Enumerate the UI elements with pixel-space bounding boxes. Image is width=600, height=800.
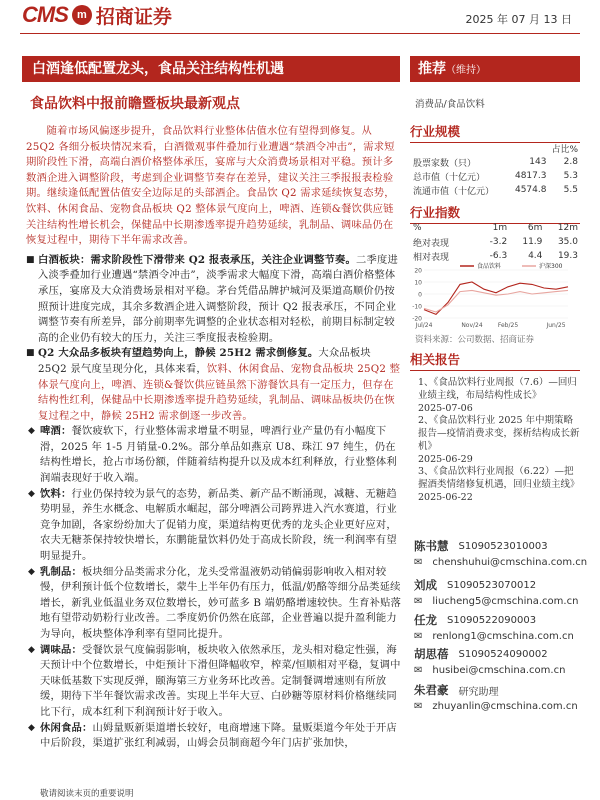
bullet-dazhong	[26, 346, 402, 424]
mail-icon: ✉	[414, 595, 423, 607]
main-column	[26, 124, 402, 752]
x-tick-label: Feb/25	[497, 322, 519, 329]
y-tick-label: 0	[418, 291, 422, 299]
report-date-item: 2025-06-22	[418, 492, 473, 503]
index-col-header: %	[413, 223, 422, 233]
scale-row-pct: 5.3	[563, 171, 578, 181]
logo-en: CMS	[22, 2, 68, 27]
report-date-item: 2025-07-06	[418, 403, 473, 414]
related-report-title	[418, 465, 580, 491]
analyst-email[interactable]: renlong1@cmschina.com.cn	[432, 630, 574, 642]
analyst-name: 刘成	[414, 578, 437, 592]
analyst-email[interactable]: zhuyanlin@cmschina.com.cn	[432, 700, 578, 712]
scale-row-name: 总市值（十亿元）	[413, 172, 486, 183]
sub-beverage	[26, 487, 402, 565]
bullet-text-highlight: 饮料、休闲食品、宠物食品板块 25Q2 整体景气度向上，啤酒、连锁&餐饮供应链虽然下游餐饮具有一定压力，但存在结构性红利，保健品中长期渗透率提升趋势延续，乳制品、调味品板块仍在恢复过程之中，静候 25H2 需求倒逐一步改善。	[38, 362, 401, 422]
index-row-name: 绝对表现	[413, 238, 450, 249]
analyst-id: 研究助理	[458, 686, 499, 698]
analyst-name: 朱君豪	[414, 683, 449, 697]
bullet-text: 二季度进入淡季叠加行业遭遇“禁酒令冲击”，淡季需求大幅度下滑，高端白酒价格整体承压，宴席及大众消费场景相对平稳。茅台凭借品牌护城河及渠道高顺价仍按照预计进度完成，其余多数酒企进入调整阶段，预计 Q2 报表承压，不同企业调整节奏有所差异，部分前期率先调整的企业状态相对轻松，前期目标制定较高的企业仍有较大的压力，关注三季度报表检验期。	[38, 253, 399, 344]
logo-badge: m	[72, 5, 92, 25]
mail-icon: ✉	[414, 630, 423, 642]
report-title: 《食品饮料行业 2025 年中期策略报告—疫情消费求变，探析结构成长新机》	[418, 415, 580, 452]
sub-text: 行业仍保持较为景气的态势，新品类、新产品不断涌现，减糖、无糖趋势明显，养生水概念、电解质水崛起，部分啤酒公司跨界进入汽水赛道，行业竞争加剧，各家纷纷加大了促销力度，渠道结构更优秀的龙头企业更好应对，农夫无糖茶保持较快增长，东鹏能量饮料仍处于高成长阶段，统一利润率有望明显提升。	[40, 487, 397, 563]
y-tick-label: 20	[414, 267, 422, 275]
analyst-email[interactable]: chenshuhui@cmschina.com.cn	[432, 556, 588, 568]
bullet-head: Q2 大众品多板块有望趋势向上，静候 25H2 需求倒修复。	[38, 347, 319, 360]
y-tick-label: 10	[414, 279, 422, 287]
analyst-id: S1090523070012	[447, 579, 537, 591]
index-cell: 4.4	[528, 251, 543, 261]
analyst-id: S1090523010003	[458, 540, 548, 552]
analyst-name: 陈书慧	[414, 539, 449, 553]
related-report	[418, 414, 580, 466]
analyst-name: 任龙	[414, 613, 437, 627]
footer-note: 敬请阅读末页的重要说明	[40, 789, 134, 799]
index-col-header: 1m	[492, 223, 508, 233]
report-subtitle: 食品饮料中报前瞻暨板块最新观点	[30, 96, 240, 112]
analyst-email[interactable]: husibei@cmschina.com.cn	[432, 664, 566, 676]
scale-row-name: 流通市值（十亿元）	[413, 186, 495, 197]
report-number: 1、	[418, 377, 434, 388]
sub-text: 受餐饮景气度偏弱影响，板块收入依然承压，龙头相对稳定性强，海天预计中个位数增长，中炬预计下滑但降幅收窄，榨菜/恒顺相对平稳，复调中天味低基数下实现反弹，颐海第三方业务环比改善。定制餐调增速则有所放缓，期待下半年餐饮需求改善。实现上半年大豆、白砂糖等原材料价格继续同比下行，成本红利下利润预计好于收入。	[40, 643, 401, 718]
sector-label: 消费品/食品饮料	[415, 99, 485, 110]
report-title: 《食品饮料行业周报（7.6）—回归业绩主线，布局结构性成长》	[418, 377, 577, 401]
index-table	[413, 221, 578, 263]
header-divider	[20, 33, 580, 34]
rating-band	[410, 56, 580, 82]
bullet-marker-icon: ■	[26, 254, 35, 265]
related-report-title	[418, 376, 580, 402]
sub-marker-icon: ◆	[28, 722, 36, 733]
scale-row-pct: 2.8	[563, 157, 578, 167]
index-cell: 11.9	[522, 237, 543, 247]
mail-icon: ✉	[414, 700, 423, 712]
scale-title: 行业规模	[410, 122, 580, 143]
bullet-head: 白酒板块：需求阶段性下滑带来 Q2 报表承压，关注企业调整节奏。	[38, 253, 357, 266]
analyst-id: S1090524090002	[458, 648, 548, 660]
table-row	[413, 249, 578, 263]
sub-head: 乳制品：	[40, 565, 82, 578]
sub-marker-icon: ◆	[28, 488, 36, 499]
intro-paragraph: 随着市场风偏逐步提升，食品饮料行业整体估值水位有望得到修复。从 25Q2 各细分板块情况来看，白酒微观事件叠加行业遭遇“禁酒令冲击”，需求短期阶段性下滑，高端白酒价格整体承压，宴席与大众消费场景相对平稳。预计多数酒企进入调整阶段，考虑到企业调整节奏存在差异，建议关注三季报报表检验期。继续逢低配置估值安全边际足的头部酒企。食品饮 Q2 需求延续恢复态势，饮料、休闲食品、宠物食品板块 Q2 整体景气度向上，啤酒、连锁&餐饮供应链关注结构性增长机会，保健品中长期渗透率提升趋势延续，乳制品、调味品仍在恢复过程中，期待下半年需求改善。	[26, 125, 395, 247]
index-title: 行业指数	[410, 203, 580, 224]
legend-label: 食品饮料	[477, 263, 502, 270]
scale-row-value: 4574.8	[514, 185, 547, 195]
related-report	[418, 376, 580, 415]
x-tick-label: Nov/24	[461, 322, 483, 329]
analyst-email[interactable]: liucheng5@cmschina.com.cn	[432, 595, 579, 607]
scale-row-value: 143	[529, 157, 547, 167]
table-row	[413, 183, 578, 197]
related-report	[418, 465, 580, 504]
title-band: 白酒逢低配置龙头，食品关注结构性机遇	[22, 56, 400, 82]
sub-text: 山姆量贩新渠道增长较好，电商增速下降。量贩渠道今年处于开店中后阶段，渠道扩张红利减弱，山姆会员制商超今年门店扩张加快，	[40, 721, 397, 750]
sub-dairy	[26, 565, 402, 643]
sub-head: 调味品：	[40, 643, 82, 656]
sub-text: 板块细分品类需求分化，龙头受常温液奶动销偏弱影响收入相对较慢，伊利预计低个位数增长，蒙牛上半年仍有压力，低温/奶酪等细分品类延续增长，新乳业低温业务双位数增长，妙可蓝多 B 端奶酪增速较快。生育补贴落地有望带动奶粉行业改善。二季度奶价仍然在底部，企业普遍以提升盈利能力为导向，板块整体净利率有望同比提升。	[40, 565, 402, 640]
sub-marker-icon: ◆	[28, 566, 36, 577]
table-row	[413, 169, 578, 183]
analyst-name: 胡思蓓	[414, 647, 449, 661]
sub-head: 啤酒：	[40, 425, 72, 438]
y-tick-label: -10	[412, 303, 422, 311]
bullet-marker-icon: ■	[26, 348, 35, 359]
scale-col-header: 占比%	[551, 144, 578, 155]
y-tick-label: -20	[412, 315, 422, 323]
sub-beer	[26, 424, 402, 486]
bullet-baijiu	[26, 253, 402, 347]
x-tick-label: Jul/24	[415, 322, 433, 329]
table-row	[413, 155, 578, 169]
sub-head: 饮料：	[40, 487, 72, 500]
report-number: 2、	[418, 415, 434, 426]
scale-row-name: 股票家数（只）	[413, 158, 477, 169]
sub-marker-icon: ◆	[28, 644, 36, 655]
legend-label: 沪深300	[539, 263, 563, 270]
rating-label: 推荐	[418, 61, 446, 77]
index-cell: 19.3	[557, 251, 578, 261]
bullet-text: 大众品板块 25Q2 景气度呈现分化，具体来看，	[38, 347, 371, 375]
report-date: 2025 年 07 月 13 日	[465, 13, 572, 26]
series-line	[424, 290, 568, 312]
table-header-row	[413, 221, 578, 235]
report-title: 《食品饮料行业周报（6.22）—把握酒类情绪修复机遇，回归业绩主线》	[418, 466, 580, 490]
analyst-block	[414, 612, 582, 644]
related-report-title	[418, 414, 580, 453]
mail-icon: ✉	[414, 556, 423, 568]
sub-marker-icon: ◆	[28, 426, 36, 437]
analyst-block	[414, 682, 582, 714]
x-tick-label: Jun/25	[546, 322, 566, 329]
scale-row-value: 4817.3	[514, 171, 547, 181]
series-line	[424, 282, 568, 314]
analyst-block	[414, 577, 582, 609]
sub-condiment	[26, 643, 402, 721]
index-cell: -6.3	[489, 251, 508, 261]
sub-head: 休闲食品：	[40, 721, 93, 734]
chart-source: 资料来源：公司数据、招商证券	[415, 335, 535, 345]
index-line-chart	[410, 262, 582, 332]
index-row-name: 相对表现	[413, 252, 450, 263]
index-col-header: 12m	[557, 223, 578, 233]
mail-icon: ✉	[414, 664, 423, 676]
scale-table	[413, 141, 578, 197]
table-row	[413, 235, 578, 249]
rating-sub: （维持）	[446, 65, 486, 76]
index-cell: -3.2	[489, 237, 508, 247]
analyst-id: S1090522090003	[447, 614, 537, 626]
related-title: 相关报告	[410, 350, 580, 371]
logo-cn: 招商证券	[95, 5, 172, 28]
sub-text: 餐饮疲软下，行业整体需求增量不明显，啤酒行业产量仍有小幅度下滑，2025 年 1-5 月销量-0.2%。部分单品如燕京 U8、珠江 97 纯生，仍在结构性增长，抢占市场份额，伴随着结构提升以及成本红利释放，行业整体利润端表现好于收入端。	[40, 425, 397, 485]
index-cell: 35.0	[557, 237, 578, 247]
analyst-block	[414, 538, 588, 570]
analyst-block	[414, 646, 582, 678]
report-number: 3、	[418, 466, 434, 477]
scale-row-pct: 5.5	[563, 185, 578, 195]
index-col-header: 6m	[527, 223, 543, 233]
sub-snack	[26, 721, 402, 752]
report-date-item: 2025-06-29	[418, 454, 473, 465]
company-logo	[22, 0, 172, 30]
